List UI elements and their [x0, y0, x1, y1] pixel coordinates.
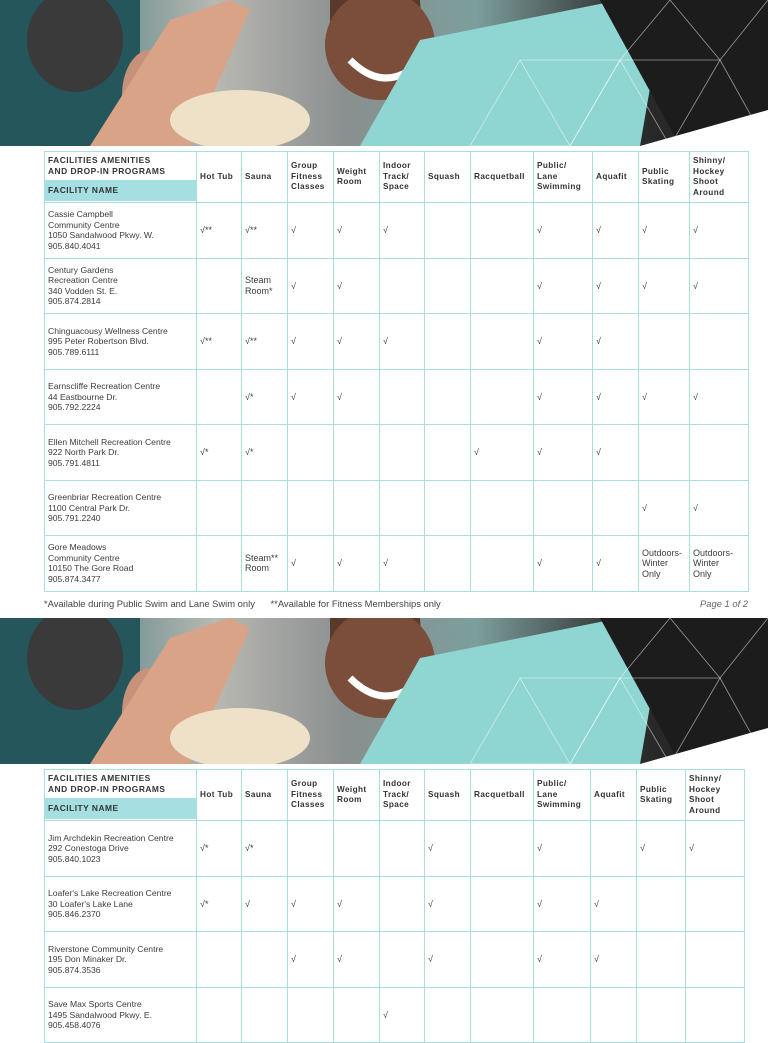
- amenity-cell: [334, 480, 380, 536]
- amenities-table-page-2: [44, 769, 744, 1043]
- amenity-cell: [534, 932, 591, 988]
- amenity-value: √: [594, 898, 599, 909]
- facility-cell: [45, 314, 197, 370]
- amenity-cell: [197, 369, 242, 425]
- facility-info-line: 1495 Sandalwood Pkwy. E.: [48, 1009, 152, 1020]
- amenity-value: √: [337, 391, 342, 402]
- amenity-cell: [242, 203, 288, 259]
- amenity-value: √: [291, 336, 296, 346]
- facility-cell: [45, 480, 197, 536]
- amenity-value: √: [640, 843, 645, 853]
- column-header: Shinny/ Hockey Shoot Around: [690, 152, 749, 203]
- facility-info-line: 292 Conestoga Drive: [48, 843, 129, 853]
- amenity-cell: [471, 258, 534, 314]
- amenity-cell: [471, 369, 534, 425]
- amenity-cell: [380, 480, 425, 536]
- amenity-cell: [591, 987, 637, 1043]
- amenity-cell: [380, 314, 425, 370]
- column-header: Shinny/ Hockey Shoot Around: [686, 770, 745, 821]
- facility-info-line: 1100 Central Park Dr.: [48, 502, 130, 513]
- amenity-cell: [380, 987, 425, 1043]
- table-row: [45, 821, 745, 877]
- facility-cell: [45, 258, 197, 314]
- facility-info-line: 905.840.4041: [48, 240, 101, 251]
- column-header: Squash: [425, 770, 471, 821]
- amenity-cell: [334, 203, 380, 259]
- amenity-cell: [288, 821, 334, 877]
- facility-info-line: 905.874.3536: [48, 964, 101, 975]
- amenity-value: √: [291, 558, 296, 568]
- amenity-cell: [425, 425, 471, 481]
- hero-photo-illustration: [0, 618, 768, 764]
- amenity-value: √: [428, 954, 433, 964]
- amenity-cell: [380, 203, 425, 259]
- table-title-line-1: FACILITIES AMENITIES: [48, 773, 151, 783]
- table-row: [45, 480, 749, 536]
- facility-info-line: 905.792.2224: [48, 402, 101, 412]
- amenity-cell: [380, 536, 425, 592]
- amenity-value: Winter: [693, 558, 720, 568]
- amenity-cell: [425, 536, 471, 592]
- column-header: Hot Tub: [197, 770, 242, 821]
- amenity-cell: [534, 536, 593, 592]
- amenity-value: √: [693, 502, 698, 513]
- amenity-value: √: [596, 447, 601, 457]
- amenity-value: √*: [245, 447, 254, 457]
- amenity-value: √: [596, 558, 601, 568]
- amenity-cell: [471, 536, 534, 592]
- table-header-row: [45, 770, 745, 821]
- hero-photo-illustration: [0, 0, 768, 146]
- facility-info-line: 905.791.4811: [48, 457, 100, 468]
- amenity-value: √: [594, 954, 599, 964]
- amenity-value: √: [291, 280, 296, 291]
- amenity-value: √: [537, 225, 542, 235]
- column-header: Public/ Lane Swimming: [534, 770, 591, 821]
- amenity-value: √: [337, 898, 342, 909]
- amenity-cell: [334, 932, 380, 988]
- table-row: [45, 876, 745, 932]
- amenity-value: √*: [200, 447, 209, 457]
- table-row: [45, 369, 749, 425]
- facility-cell: [45, 369, 197, 425]
- amenity-cell: [288, 932, 334, 988]
- amenity-cell: [197, 480, 242, 536]
- column-header: Aquafit: [591, 770, 637, 821]
- amenity-value: √: [428, 843, 433, 853]
- column-header: Hot Tub: [197, 152, 242, 203]
- amenity-cell: [334, 821, 380, 877]
- amenity-value: √: [428, 898, 433, 909]
- column-header: Racquetball: [471, 770, 534, 821]
- facility-info-line: Community Centre: [48, 219, 120, 230]
- amenity-cell: [639, 536, 690, 592]
- amenity-value: √: [537, 843, 542, 853]
- column-header: Weight Room: [334, 770, 380, 821]
- amenity-value: √*: [245, 843, 254, 853]
- amenity-value: Winter: [642, 558, 669, 568]
- amenity-value: √: [474, 447, 479, 457]
- facility-cell: [45, 536, 197, 592]
- amenity-cell: [425, 932, 471, 988]
- table-row: [45, 314, 749, 370]
- facility-info-line: 995 Peter Robertson Blvd.: [48, 336, 149, 346]
- amenity-value: √: [642, 225, 647, 235]
- amenity-value: Room*: [245, 285, 273, 296]
- amenity-value: Steam**: [245, 552, 279, 563]
- page-number: Page 1 of 2: [700, 597, 748, 609]
- amenity-cell: [242, 480, 288, 536]
- amenity-cell: [425, 821, 471, 877]
- amenity-value: Only: [642, 568, 661, 579]
- column-header: Aquafit: [593, 152, 639, 203]
- amenity-value: √: [537, 447, 542, 457]
- amenity-value: √**: [200, 225, 212, 235]
- amenity-cell: [288, 314, 334, 370]
- amenity-cell: [593, 536, 639, 592]
- footnotes: [44, 598, 748, 612]
- amenity-value: √: [537, 558, 542, 568]
- amenity-cell: [242, 425, 288, 481]
- facility-info-line: 30 Loafer's Lake Lane: [48, 898, 133, 909]
- table-corner-header: [45, 770, 197, 821]
- amenity-value: √: [291, 225, 296, 235]
- amenity-cell: [197, 203, 242, 259]
- amenity-cell: [639, 314, 690, 370]
- amenity-value: √**: [245, 336, 257, 346]
- amenity-cell: [242, 536, 288, 592]
- facility-info-line: Riverstone Community Centre: [48, 943, 164, 954]
- facility-info-line: 1050 Sandalwood Pkwy. W.: [48, 230, 154, 241]
- column-header: Sauna: [242, 152, 288, 203]
- amenity-cell: [425, 369, 471, 425]
- amenity-cell: [471, 876, 534, 932]
- amenities-table: [44, 769, 745, 1043]
- amenity-cell: [197, 821, 242, 877]
- amenity-cell: [380, 821, 425, 877]
- amenity-value: √: [337, 225, 342, 235]
- amenity-value: √*: [245, 391, 254, 402]
- facility-info-line: Community Centre: [48, 552, 120, 563]
- facility-info-line: 905.458.4076: [48, 1020, 101, 1030]
- amenity-cell: [197, 425, 242, 481]
- amenity-cell: [534, 987, 591, 1043]
- amenity-cell: [471, 987, 534, 1043]
- amenity-value: √: [383, 225, 388, 235]
- amenity-cell: [425, 314, 471, 370]
- column-header: Group Fitness Classes: [288, 152, 334, 203]
- amenity-cell: [686, 987, 745, 1043]
- column-header: Indoor Track/ Space: [380, 770, 425, 821]
- facility-info-line: 905.789.6111: [48, 346, 100, 357]
- facility-cell: [45, 203, 197, 259]
- amenity-cell: [425, 480, 471, 536]
- amenity-cell: [471, 314, 534, 370]
- amenity-cell: [197, 932, 242, 988]
- amenity-value: √: [337, 336, 342, 346]
- amenity-cell: [425, 203, 471, 259]
- amenity-value: √*: [200, 898, 209, 909]
- facility-info-line: Greenbriar Recreation Centre: [48, 492, 162, 502]
- amenity-cell: [380, 876, 425, 932]
- hero-banner-image: [0, 0, 768, 146]
- amenity-value: √: [383, 558, 388, 568]
- amenity-cell: [591, 876, 637, 932]
- amenity-value: √: [642, 502, 647, 513]
- facility-cell: [45, 876, 197, 932]
- amenity-cell: [197, 314, 242, 370]
- facility-info-line: 10150 The Gore Road: [48, 563, 134, 574]
- amenity-cell: [534, 425, 593, 481]
- amenity-value: √: [291, 898, 296, 909]
- amenity-value: √: [596, 391, 601, 402]
- table-row: [45, 258, 749, 314]
- amenity-cell: [639, 369, 690, 425]
- table-row: [45, 425, 749, 481]
- footnote-double-asterisk: **Available for Fitness Memberships only: [270, 597, 441, 609]
- amenity-value: Outdoors-: [693, 547, 734, 558]
- facility-info-line: 905.846.2370: [48, 909, 101, 919]
- amenity-cell: [686, 821, 745, 877]
- amenity-cell: [690, 258, 749, 314]
- facility-info-line: 905.791.2240: [48, 513, 101, 523]
- amenity-value: √: [245, 898, 250, 909]
- amenity-cell: [334, 258, 380, 314]
- amenity-value: √: [642, 391, 647, 402]
- table-title-line-1: FACILITIES AMENITIES: [48, 155, 151, 165]
- amenity-cell: [639, 480, 690, 536]
- facility-name-header: FACILITY NAME: [45, 180, 196, 201]
- amenity-cell: [637, 821, 686, 877]
- amenity-cell: [288, 876, 334, 932]
- amenity-cell: [242, 258, 288, 314]
- amenity-cell: [334, 987, 380, 1043]
- footnote-single-asterisk: *Available during Public Swim and Lane Swim only: [44, 597, 255, 609]
- amenity-cell: [534, 369, 593, 425]
- amenity-cell: [288, 536, 334, 592]
- amenity-cell: [690, 536, 749, 592]
- facility-info-line: 195 Don Minaker Dr.: [48, 954, 127, 964]
- amenities-table: [44, 151, 749, 592]
- column-header: Public Skating: [639, 152, 690, 203]
- amenity-cell: [242, 932, 288, 988]
- column-header: Public/ Lane Swimming: [534, 152, 593, 203]
- amenity-cell: [471, 203, 534, 259]
- amenity-cell: [471, 821, 534, 877]
- column-header: Group Fitness Classes: [288, 770, 334, 821]
- amenity-cell: [686, 876, 745, 932]
- amenity-cell: [593, 314, 639, 370]
- amenity-cell: [591, 821, 637, 877]
- amenity-cell: [637, 932, 686, 988]
- column-header: Public Skating: [637, 770, 686, 821]
- amenity-cell: [242, 369, 288, 425]
- amenity-cell: [690, 369, 749, 425]
- table-row: [45, 536, 749, 592]
- table-header-row: [45, 152, 749, 203]
- amenity-value: √: [537, 898, 542, 909]
- amenity-value: √: [596, 225, 601, 235]
- amenity-value: √: [337, 954, 342, 964]
- amenity-cell: [334, 369, 380, 425]
- facility-info-line: Save Max Sports Centre: [48, 999, 142, 1009]
- amenity-cell: [534, 258, 593, 314]
- amenity-cell: [425, 876, 471, 932]
- amenity-value: √**: [245, 225, 257, 235]
- column-header: Indoor Track/ Space: [380, 152, 425, 203]
- facility-cell: [45, 425, 197, 481]
- amenity-cell: [288, 480, 334, 536]
- amenity-value: √: [537, 954, 542, 964]
- facility-info-line: 905.840.1023: [48, 853, 101, 864]
- amenity-value: √: [291, 954, 296, 964]
- amenity-cell: [639, 258, 690, 314]
- table-title-line-2: AND DROP-IN PROGRAMS: [48, 783, 166, 794]
- amenity-value: √*: [200, 843, 209, 853]
- facility-cell: [45, 932, 197, 988]
- table-corner-header: [45, 152, 197, 203]
- facility-cell: [45, 821, 197, 877]
- amenity-cell: [425, 258, 471, 314]
- column-header: Sauna: [242, 770, 288, 821]
- amenity-cell: [534, 876, 591, 932]
- amenity-cell: [639, 425, 690, 481]
- amenity-cell: [534, 314, 593, 370]
- facility-info-line: 44 Eastbourne Dr.: [48, 391, 118, 402]
- amenity-cell: [686, 932, 745, 988]
- amenity-cell: [288, 203, 334, 259]
- facility-info-line: Recreation Centre: [48, 275, 118, 286]
- facility-info-line: Century Gardens: [48, 264, 114, 275]
- facility-info-line: Earnscliffe Recreation Centre: [48, 381, 161, 391]
- amenity-cell: [197, 258, 242, 314]
- amenity-cell: [242, 314, 288, 370]
- amenities-table-page-1: [44, 151, 748, 612]
- facility-info-line: Gore Meadows: [48, 542, 107, 553]
- facility-info-line: 922 North Park Dr.: [48, 447, 120, 457]
- facility-info-line: 340 Vodden St. E.: [48, 285, 118, 296]
- facility-info-line: Chinguacousy Wellness Centre: [48, 325, 168, 336]
- amenity-value: √: [693, 225, 698, 235]
- amenity-cell: [639, 203, 690, 259]
- amenity-value: Room: [245, 563, 270, 574]
- amenity-cell: [534, 821, 591, 877]
- amenity-value: √: [537, 336, 542, 346]
- facility-info-line: Jim Archdekin Recreation Centre: [48, 832, 174, 843]
- facility-name-header: FACILITY NAME: [45, 798, 196, 819]
- amenity-cell: [637, 987, 686, 1043]
- amenity-cell: [591, 932, 637, 988]
- amenity-value: √**: [200, 336, 212, 346]
- amenity-value: √: [337, 280, 342, 291]
- column-header: Squash: [425, 152, 471, 203]
- amenity-value: √: [291, 391, 296, 402]
- amenity-value: Only: [693, 568, 712, 579]
- amenity-value: √: [337, 558, 342, 568]
- amenity-cell: [334, 425, 380, 481]
- amenity-cell: [690, 314, 749, 370]
- amenity-cell: [380, 258, 425, 314]
- amenity-cell: [288, 258, 334, 314]
- facility-cell: [45, 987, 197, 1043]
- facility-info-line: Cassie Campbell: [48, 209, 113, 220]
- amenity-cell: [637, 876, 686, 932]
- amenity-cell: [593, 369, 639, 425]
- table-row: [45, 932, 745, 988]
- table-title-line-2: AND DROP-IN PROGRAMS: [48, 165, 166, 176]
- facility-info-line: 905.874.3477: [48, 573, 101, 584]
- amenity-cell: [334, 876, 380, 932]
- amenity-cell: [534, 480, 593, 536]
- table-row: [45, 203, 749, 259]
- facility-info-line: 905.874.2814: [48, 296, 101, 307]
- amenity-cell: [425, 987, 471, 1043]
- amenity-cell: [334, 314, 380, 370]
- amenity-cell: [242, 821, 288, 877]
- amenity-cell: [593, 480, 639, 536]
- amenity-cell: [471, 425, 534, 481]
- amenity-cell: [471, 932, 534, 988]
- amenity-value: √: [596, 336, 601, 346]
- amenity-cell: [242, 987, 288, 1043]
- facility-info-line: Ellen Mitchell Recreation Centre: [48, 436, 171, 447]
- amenity-value: √: [383, 336, 388, 346]
- amenity-value: √: [693, 391, 698, 402]
- page-1-rows: [45, 203, 749, 592]
- amenity-cell: [288, 369, 334, 425]
- amenity-cell: [197, 536, 242, 592]
- amenity-cell: [471, 480, 534, 536]
- amenity-cell: [593, 425, 639, 481]
- amenity-cell: [380, 932, 425, 988]
- amenity-cell: [288, 987, 334, 1043]
- amenity-value: Steam: [245, 275, 272, 286]
- amenity-value: √: [596, 280, 601, 291]
- amenity-cell: [593, 203, 639, 259]
- amenity-cell: [380, 425, 425, 481]
- hero-banner-image: [0, 618, 768, 764]
- amenity-cell: [334, 536, 380, 592]
- amenity-value: √: [689, 843, 694, 853]
- amenity-cell: [197, 987, 242, 1043]
- amenity-cell: [380, 369, 425, 425]
- amenity-cell: [242, 876, 288, 932]
- amenity-cell: [690, 425, 749, 481]
- amenity-value: √: [537, 280, 542, 291]
- amenity-cell: [288, 425, 334, 481]
- amenity-value: √: [383, 1009, 388, 1020]
- amenity-value: √: [537, 391, 542, 402]
- amenity-cell: [593, 258, 639, 314]
- amenity-value: √: [693, 280, 698, 291]
- page-2-rows: [45, 821, 745, 1043]
- column-header: Weight Room: [334, 152, 380, 203]
- table-row: [45, 987, 745, 1043]
- amenity-value: Outdoors-: [642, 547, 683, 558]
- amenity-value: √: [642, 280, 647, 291]
- amenity-cell: [534, 203, 593, 259]
- facility-info-line: Loafer's Lake Recreation Centre: [48, 888, 172, 898]
- amenity-cell: [690, 480, 749, 536]
- amenity-cell: [197, 876, 242, 932]
- column-header: Racquetball: [471, 152, 534, 203]
- amenity-cell: [690, 203, 749, 259]
